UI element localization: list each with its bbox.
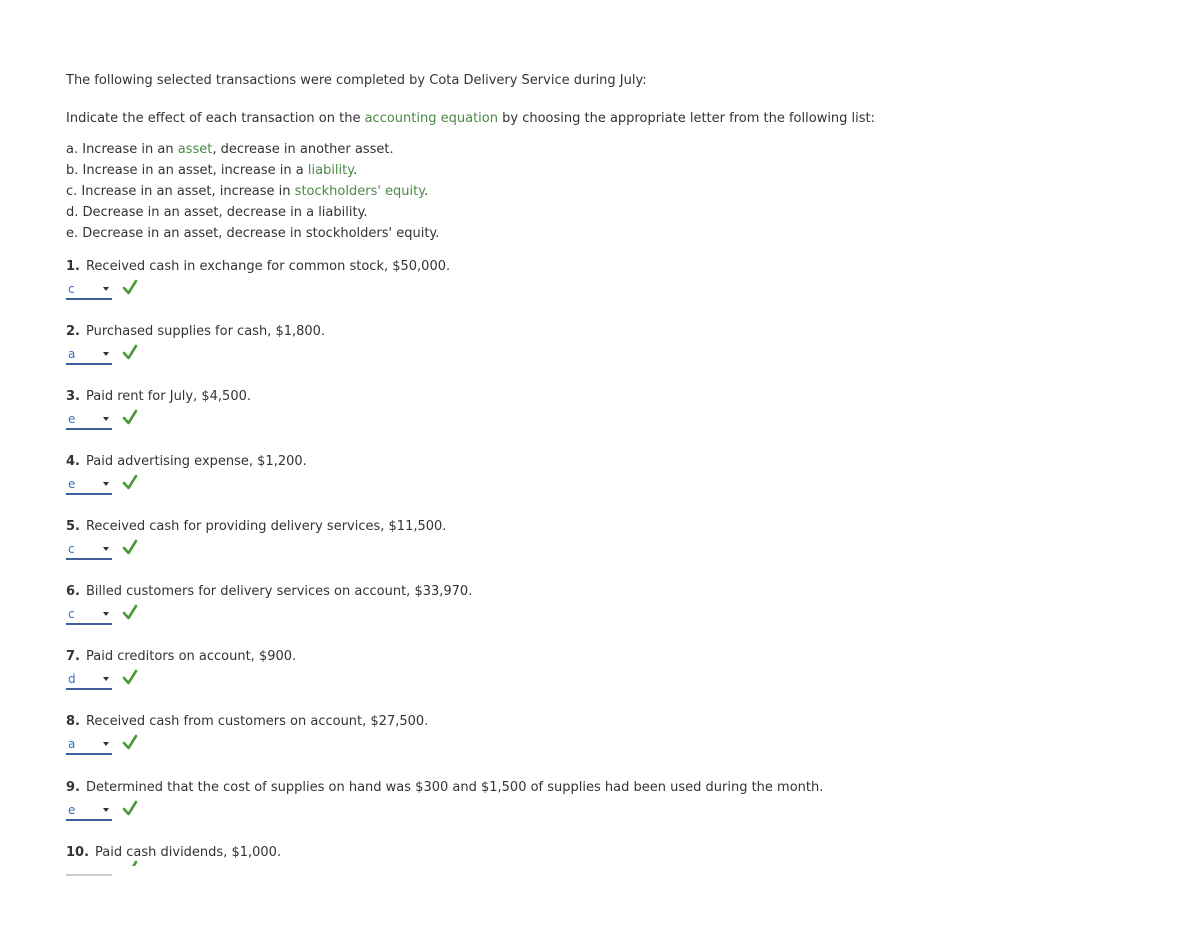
- option-d: [66, 202, 439, 223]
- question-item: [66, 323, 1066, 371]
- selected-answer: e: [68, 477, 76, 491]
- intro-line-1: The following selected transactions were completed by Cota Delivery Service during July:: [66, 73, 647, 88]
- question-text: [66, 844, 281, 862]
- answer-select[interactable]: [66, 347, 112, 365]
- correct-check-icon: [122, 537, 138, 557]
- question-text: [66, 779, 823, 797]
- question-number: 7.: [66, 649, 80, 664]
- question-description: Paid rent for July, $4,500.: [85, 389, 251, 404]
- correct-check-icon: [122, 472, 138, 492]
- option-d-text: d. Decrease in an asset, decrease in a liability.: [66, 205, 368, 220]
- dropdown-caret-icon: [103, 417, 109, 421]
- question-text: [66, 583, 472, 601]
- selected-answer: d: [68, 672, 76, 686]
- intro-text: [66, 72, 647, 90]
- option-b: [66, 160, 439, 181]
- option-a-text: a. Increase in an: [66, 142, 178, 157]
- question-text: [66, 713, 428, 731]
- asset-link[interactable]: asset: [177, 142, 213, 157]
- question-item: [66, 518, 1066, 566]
- answer-select[interactable]: [66, 737, 112, 755]
- dropdown-caret-icon: [103, 677, 109, 681]
- option-a-text-end: , decrease in another asset.: [212, 142, 394, 157]
- option-e: [66, 223, 439, 244]
- option-c-text: c. Increase in an asset, increase in: [66, 184, 295, 199]
- selected-answer: e: [68, 412, 76, 426]
- correct-check-icon: [122, 798, 138, 818]
- selected-answer: c: [68, 542, 75, 556]
- answer-select[interactable]: [66, 477, 112, 495]
- accounting-equation-link[interactable]: accounting equation: [364, 111, 498, 126]
- check-mark: [122, 537, 138, 557]
- question-description: Received cash in exchange for common stock, $50,000.: [85, 259, 451, 274]
- correct-check-icon: [122, 277, 138, 297]
- instructions-text: [66, 110, 875, 128]
- check-mark: [122, 407, 138, 427]
- correct-check-icon: [122, 667, 138, 687]
- selected-answer: c: [68, 607, 75, 621]
- liability-link[interactable]: liability: [307, 163, 354, 178]
- question-text: [66, 323, 325, 341]
- option-b-text: b. Increase in an asset, increase in a: [66, 163, 308, 178]
- selected-answer: e: [68, 803, 76, 817]
- check-mark: [122, 342, 138, 362]
- question-description: Received cash for providing delivery services, $11,500.: [85, 519, 447, 534]
- option-c-text-end: .: [424, 184, 429, 199]
- dropdown-caret-icon: [103, 808, 109, 812]
- dropdown-caret-icon: [103, 742, 109, 746]
- check-mark: [122, 667, 138, 687]
- check-mark: [122, 798, 138, 818]
- option-a: [66, 139, 439, 160]
- correct-check-icon: [122, 858, 138, 866]
- correct-check-icon: [122, 602, 138, 622]
- option-c: [66, 181, 439, 202]
- question-number: 6.: [66, 584, 80, 599]
- question-description: Paid creditors on account, $900.: [85, 649, 297, 664]
- selected-answer: a: [68, 347, 76, 361]
- question-description: Billed customers for delivery services on account, $33,970.: [85, 584, 473, 599]
- question-description: Purchased supplies for cash, $1,800.: [85, 324, 326, 339]
- answer-select[interactable]: [66, 607, 112, 625]
- option-b-text-end: .: [353, 163, 358, 178]
- check-mark: [122, 858, 138, 866]
- dropdown-caret-icon: [103, 612, 109, 616]
- question-item: [66, 648, 1066, 696]
- question-item: [66, 844, 1066, 892]
- question-description: Paid cash dividends, $1,000.: [95, 845, 282, 860]
- answer-select[interactable]: [66, 803, 112, 821]
- check-mark: [122, 732, 138, 752]
- question-description: Received cash from customers on account, $27,500.: [85, 714, 429, 729]
- question-text: [66, 258, 450, 276]
- question-item: [66, 388, 1066, 436]
- question-item: [66, 258, 1066, 306]
- dropdown-caret-icon: [103, 352, 109, 356]
- question-number: 10.: [66, 845, 90, 860]
- question-number: 3.: [66, 389, 80, 404]
- selected-answer: a: [68, 737, 76, 751]
- answer-select[interactable]: [66, 282, 112, 300]
- answer-select[interactable]: [66, 412, 112, 430]
- question-number: 9.: [66, 780, 80, 795]
- question-number: 8.: [66, 714, 80, 729]
- question-item: [66, 453, 1066, 501]
- question-number: 4.: [66, 454, 80, 469]
- question-description: Paid advertising expense, $1,200.: [85, 454, 307, 469]
- question-item: [66, 583, 1066, 631]
- answer-options-list: [66, 139, 439, 244]
- correct-check-icon: [122, 407, 138, 427]
- question-text: [66, 518, 446, 536]
- answer-select[interactable]: [66, 542, 112, 560]
- question-text: [66, 648, 296, 666]
- option-e-text: e. Decrease in an asset, decrease in stockholders' equity.: [66, 226, 440, 241]
- instructions-after: by choosing the appropriate letter from the following list:: [497, 111, 876, 126]
- check-mark: [122, 472, 138, 492]
- dropdown-caret-icon: [103, 547, 109, 551]
- question-item: [66, 713, 1066, 761]
- stockholders-equity-link[interactable]: stockholders' equity: [294, 184, 425, 199]
- selected-answer: c: [68, 282, 75, 296]
- check-mark: [122, 602, 138, 622]
- answer-select[interactable]: [66, 672, 112, 690]
- correct-check-icon: [122, 732, 138, 752]
- instructions-before: Indicate the effect of each transaction on the: [66, 111, 365, 126]
- question-number: 5.: [66, 519, 80, 534]
- question-text: [66, 453, 307, 471]
- dropdown-caret-icon: [103, 482, 109, 486]
- question-text: [66, 388, 251, 406]
- correct-check-icon: [122, 342, 138, 362]
- question-item: [66, 779, 1066, 827]
- dropdown-caret-icon: [103, 287, 109, 291]
- question-number: 2.: [66, 324, 80, 339]
- question-description: Determined that the cost of supplies on hand was $300 and $1,500 of supplies had been used during the month.: [85, 780, 824, 795]
- answer-select[interactable]: [66, 864, 112, 876]
- question-number: 1.: [66, 259, 80, 274]
- check-mark: [122, 277, 138, 297]
